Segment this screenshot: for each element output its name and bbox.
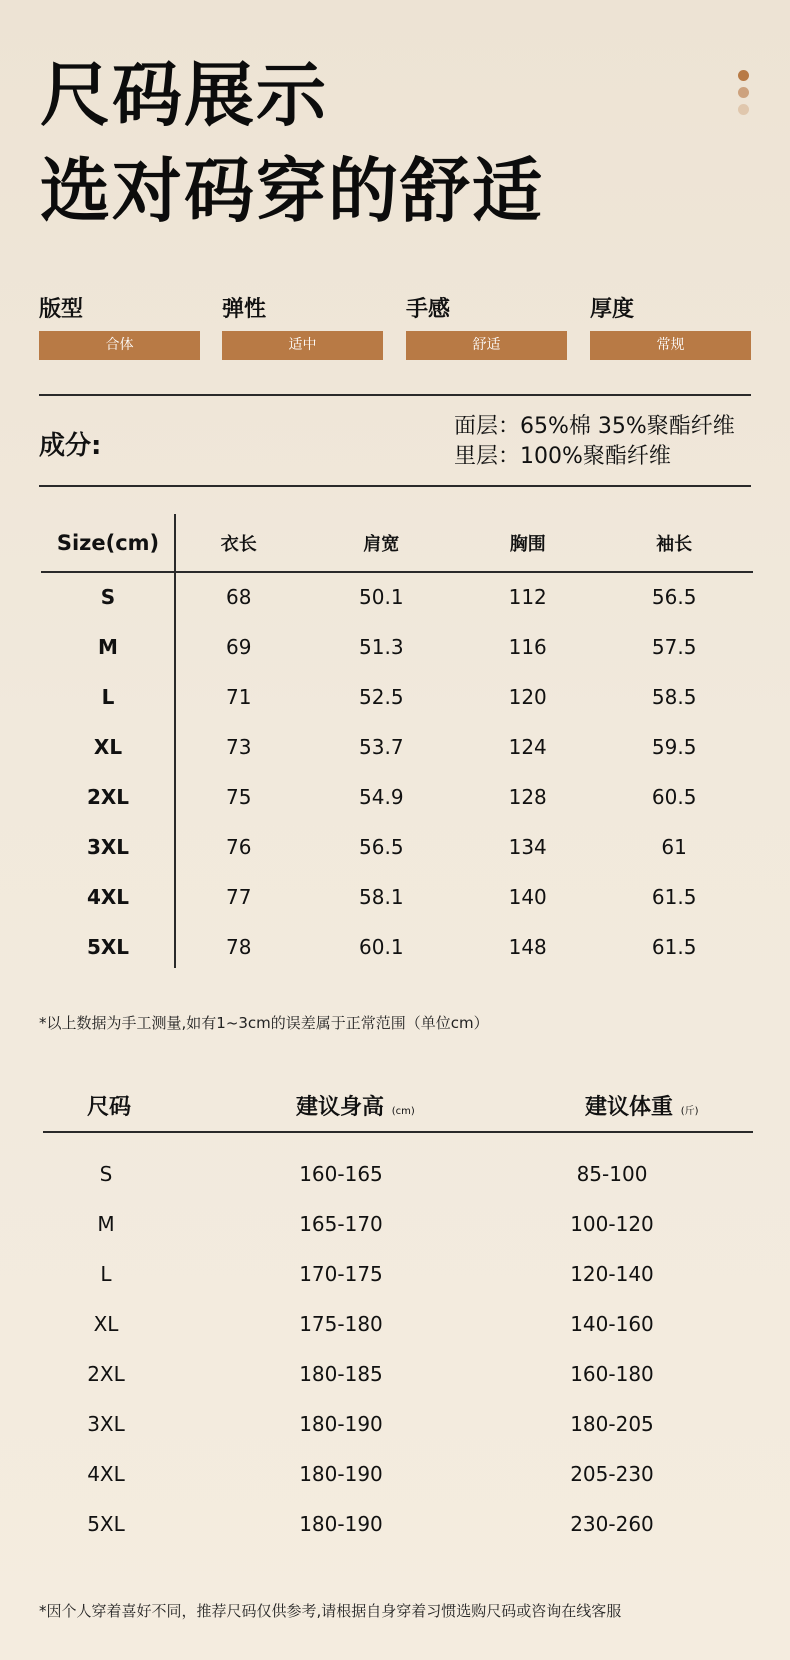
attribute-label: 版型 xyxy=(39,297,84,322)
table-row xyxy=(41,672,753,722)
measure-cell: 73 xyxy=(226,735,252,759)
size-cell: 2XL xyxy=(87,1362,125,1386)
header-height-label: 建议身高 xyxy=(296,1095,385,1120)
header-height xyxy=(296,1090,415,1121)
table-row xyxy=(43,1512,753,1562)
measure-cell: 52.5 xyxy=(359,685,404,709)
table-row xyxy=(41,772,753,822)
divider xyxy=(39,394,751,396)
decor-dot xyxy=(738,104,749,115)
size-cell: 5XL xyxy=(87,1512,125,1536)
height-cell: 180-185 xyxy=(299,1362,383,1386)
size-table xyxy=(41,514,753,972)
measure-cell: 140 xyxy=(508,885,547,909)
measure-cell: 59.5 xyxy=(651,735,697,759)
decor-dot xyxy=(738,87,749,98)
measure-cell: 71 xyxy=(226,685,252,709)
measure-cell: 120 xyxy=(508,685,547,709)
attribute-elasticity xyxy=(222,292,383,360)
size-cell: 3XL xyxy=(87,1412,125,1436)
measure-cell: 54.9 xyxy=(359,785,404,809)
height-cell: 175-180 xyxy=(299,1312,383,1336)
attribute-label: 手感 xyxy=(406,297,451,322)
table-row xyxy=(41,822,753,872)
height-cell: 180-190 xyxy=(299,1412,383,1436)
measure-cell: 58.5 xyxy=(651,685,697,709)
measure-cell: 53.7 xyxy=(359,735,404,759)
measure-cell: 58.1 xyxy=(359,885,404,909)
header-size: 尺码 xyxy=(87,1095,132,1120)
table-row xyxy=(43,1362,753,1412)
composition-details xyxy=(454,412,735,472)
height-cell: 180-190 xyxy=(299,1512,383,1536)
size-cell: S xyxy=(99,1162,113,1186)
table-row xyxy=(43,1212,753,1262)
weight-cell: 85-100 xyxy=(576,1162,648,1186)
size-cell: L xyxy=(100,1262,112,1286)
table-divider-vertical xyxy=(174,514,176,968)
decor-dots xyxy=(738,70,749,121)
header-height-unit: (cm) xyxy=(391,1106,415,1117)
attribute-label: 厚度 xyxy=(590,297,635,322)
table-divider-horizontal xyxy=(43,1131,753,1133)
header-size: Size(cm) xyxy=(56,531,160,555)
weight-cell: 205-230 xyxy=(570,1462,654,1486)
weight-cell: 180-205 xyxy=(570,1412,654,1436)
table-row xyxy=(43,1262,753,1312)
measure-cell: 112 xyxy=(508,585,547,609)
size-table-header xyxy=(41,514,753,572)
attribute-feel xyxy=(406,292,567,360)
size-cell: XL xyxy=(93,735,123,759)
header-length: 衣长 xyxy=(220,534,257,555)
height-cell: 180-190 xyxy=(299,1462,383,1486)
weight-cell: 100-120 xyxy=(570,1212,654,1236)
table-row xyxy=(43,1162,753,1212)
composition-label: 成分: xyxy=(39,431,102,461)
header-sleeve: 袖长 xyxy=(656,534,693,555)
size-cell: XL xyxy=(93,1312,119,1336)
size-cell: M xyxy=(98,635,118,659)
size-cell: 2XL xyxy=(86,785,130,809)
attribute-value-badge: 适中 xyxy=(222,331,383,360)
measure-cell: 68 xyxy=(226,585,252,609)
measure-cell: 60.5 xyxy=(651,785,697,809)
table-row xyxy=(41,722,753,772)
measure-cell: 61 xyxy=(661,835,687,859)
table-row xyxy=(41,622,753,672)
height-cell: 165-170 xyxy=(299,1212,383,1236)
table-row xyxy=(41,872,753,922)
attribute-label: 弹性 xyxy=(222,297,267,322)
height-cell: 160-165 xyxy=(299,1162,383,1186)
height-cell: 170-175 xyxy=(299,1262,383,1286)
recommend-table xyxy=(43,1162,753,1562)
table-row xyxy=(41,922,753,972)
weight-cell: 120-140 xyxy=(570,1262,654,1286)
header-weight-label: 建议体重 xyxy=(585,1095,674,1120)
measure-cell: 60.1 xyxy=(359,935,404,959)
table-row xyxy=(43,1312,753,1362)
measure-cell: 77 xyxy=(226,885,252,909)
size-cell: L xyxy=(101,685,115,709)
divider xyxy=(39,485,751,487)
attribute-thickness xyxy=(590,292,751,360)
measure-cell: 124 xyxy=(508,735,547,759)
measure-cell: 50.1 xyxy=(359,585,404,609)
header-weight xyxy=(585,1090,699,1121)
recommend-table-header xyxy=(43,1090,753,1130)
header-chest: 胸围 xyxy=(509,534,546,555)
title-line-1: 尺码展示 xyxy=(40,54,328,136)
measure-cell: 61.5 xyxy=(651,935,697,959)
measure-cell: 61.5 xyxy=(651,885,697,909)
size-cell: 5XL xyxy=(86,935,130,959)
size-cell: S xyxy=(100,585,116,609)
table-row xyxy=(43,1412,753,1462)
table-row xyxy=(43,1462,753,1512)
composition-outer: 面层：65%棉 35%聚酯纤维 xyxy=(454,414,735,439)
measure-cell: 148 xyxy=(508,935,547,959)
measure-cell: 75 xyxy=(226,785,252,809)
size-cell: 4XL xyxy=(87,1462,125,1486)
size-cell: M xyxy=(97,1212,115,1236)
measure-cell: 116 xyxy=(508,635,547,659)
header-weight-unit: (斤) xyxy=(680,1106,699,1117)
measure-cell: 51.3 xyxy=(359,635,404,659)
measure-cell: 134 xyxy=(508,835,547,859)
attribute-fit xyxy=(39,292,200,360)
weight-cell: 230-260 xyxy=(570,1512,654,1536)
measure-cell: 69 xyxy=(226,635,252,659)
attribute-value-badge: 舒适 xyxy=(406,331,567,360)
weight-cell: 160-180 xyxy=(570,1362,654,1386)
composition-inner: 里层：100%聚酯纤维 xyxy=(454,444,671,469)
measure-cell: 78 xyxy=(226,935,252,959)
measure-cell: 76 xyxy=(226,835,252,859)
title-line-2: 选对码穿的舒适 xyxy=(40,150,544,232)
header-shoulder: 肩宽 xyxy=(363,534,400,555)
table-divider-horizontal xyxy=(41,571,753,573)
table-row xyxy=(41,572,753,622)
measurement-note: *以上数据为手工测量,如有1~3cm的误差属于正常范围（单位cm） xyxy=(39,1014,489,1032)
attribute-value-badge: 合体 xyxy=(39,331,200,360)
measure-cell: 56.5 xyxy=(359,835,404,859)
size-cell: 3XL xyxy=(86,835,130,859)
weight-cell: 140-160 xyxy=(570,1312,654,1336)
measure-cell: 57.5 xyxy=(651,635,697,659)
attribute-value-badge: 常规 xyxy=(590,331,751,360)
measure-cell: 56.5 xyxy=(651,585,697,609)
size-cell: 4XL xyxy=(86,885,130,909)
decor-dot xyxy=(738,70,749,81)
recommendation-note: *因个人穿着喜好不同，推荐尺码仅供参考,请根据自身穿着习惯选购尺码或咨询在线客服 xyxy=(39,1602,622,1620)
page-title xyxy=(40,54,544,232)
measure-cell: 128 xyxy=(508,785,547,809)
